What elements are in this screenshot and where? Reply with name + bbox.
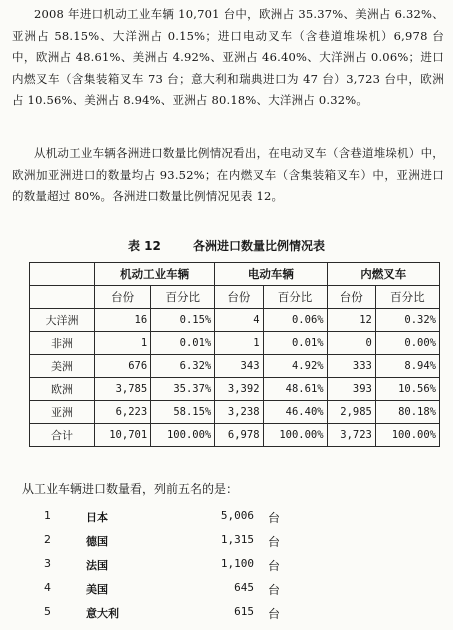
value-cell: 333 — [327, 355, 375, 378]
group-header-row — [30, 263, 440, 286]
region-cell: 亚洲 — [30, 401, 95, 424]
table-row — [30, 424, 440, 447]
value-cell: 0.32% — [375, 309, 439, 332]
country-name: 德国 — [86, 535, 108, 548]
column-header: 百分比 — [375, 286, 439, 309]
value-cell: 48.61% — [263, 378, 327, 401]
column-header: 台份 — [215, 286, 263, 309]
unit-label: 台 — [268, 559, 281, 573]
table-row — [30, 401, 440, 424]
country-name: 美国 — [86, 583, 108, 596]
country-name: 法国 — [86, 559, 108, 572]
value-cell: 6,978 — [215, 424, 263, 447]
value-cell: 100.00% — [151, 424, 215, 447]
list-item — [38, 579, 318, 599]
table-caption — [0, 237, 453, 254]
import-count: 1,100 — [220, 557, 254, 570]
corner-cell — [30, 263, 95, 286]
table-number: 表 12 — [127, 239, 161, 253]
country-name: 日本 — [86, 511, 108, 524]
value-cell: 10,701 — [95, 424, 151, 447]
table-row — [30, 355, 440, 378]
list-item — [38, 555, 318, 575]
group-header: 电动车辆 — [215, 263, 327, 286]
value-cell: 4 — [215, 309, 263, 332]
analysis-paragraph: 从机动工业车辆各洲进口数量比例情况看出，在电动叉车（含巷道堆垛机）中，欧洲加亚洲进口的数量均占 93.52%；在内燃叉车（含集装箱叉车）中，亚洲进口的数量超过 80%。各洲进口数量比例情况见表 12。 — [12, 146, 444, 203]
region-cell: 欧洲 — [30, 378, 95, 401]
rank-number: 5 — [44, 605, 51, 618]
value-cell: 393 — [327, 378, 375, 401]
value-cell: 46.40% — [263, 401, 327, 424]
value-cell: 6,223 — [95, 401, 151, 424]
value-cell: 58.15% — [151, 401, 215, 424]
value-cell: 100.00% — [375, 424, 439, 447]
value-cell: 0.06% — [263, 309, 327, 332]
value-cell: 0.15% — [151, 309, 215, 332]
value-cell: 4.92% — [263, 355, 327, 378]
value-cell: 10.56% — [375, 378, 439, 401]
import-count: 5,006 — [220, 509, 254, 522]
unit-label: 台 — [268, 535, 281, 549]
value-cell: 35.37% — [151, 378, 215, 401]
region-cell: 非洲 — [30, 332, 95, 355]
value-cell: 0 — [327, 332, 375, 355]
column-header: 百分比 — [263, 286, 327, 309]
value-cell: 676 — [95, 355, 151, 378]
country-name: 意大利 — [86, 607, 119, 620]
ranking-heading: 从工业车辆进口数量看，列前五名的是： — [22, 482, 239, 496]
column-header: 台份 — [327, 286, 375, 309]
table-row — [30, 378, 440, 401]
region-cell: 大洋洲 — [30, 309, 95, 332]
value-cell: 3,238 — [215, 401, 263, 424]
list-item — [38, 507, 318, 527]
import-ratio-table — [29, 262, 440, 447]
value-cell: 343 — [215, 355, 263, 378]
group-header: 机动工业车辆 — [95, 263, 215, 286]
intro-paragraph: 2008 年进口机动工业车辆 10,701 台中，欧洲占 35.37%、美洲占 6.32%、亚洲占 58.15%、大洋洲占 0.15%；进口电动叉车（含巷道堆垛机）6,978 台中，欧洲占 48.61%、美洲占 4.92%、亚洲占 46.40%、大洋洲占 0.06%；进口内燃叉车（含集装箱叉车 73 台；意大利和瑞典进口为 47 台）3,723 台中，欧洲占 10.56%、美洲占 8.94%、亚洲占 80.18%、大洋洲占 0.32%。 — [12, 7, 444, 107]
value-cell: 0.00% — [375, 332, 439, 355]
value-cell: 0.01% — [151, 332, 215, 355]
unit-label: 台 — [268, 583, 281, 597]
value-cell: 100.00% — [263, 424, 327, 447]
table-row — [30, 332, 440, 355]
value-cell: 0.01% — [263, 332, 327, 355]
rank-number: 4 — [44, 581, 51, 594]
value-cell: 12 — [327, 309, 375, 332]
column-header: 百分比 — [151, 286, 215, 309]
region-cell: 合计 — [30, 424, 95, 447]
value-cell: 3,392 — [215, 378, 263, 401]
value-cell: 8.94% — [375, 355, 439, 378]
value-cell: 3,723 — [327, 424, 375, 447]
table-title: 各洲进口数量比例情况表 — [193, 239, 326, 253]
import-count: 615 — [234, 605, 254, 618]
value-cell: 3,785 — [95, 378, 151, 401]
table-row — [30, 309, 440, 332]
value-cell: 16 — [95, 309, 151, 332]
group-header: 内燃叉车 — [327, 263, 439, 286]
sub-header-row — [30, 286, 440, 309]
value-cell: 1 — [95, 332, 151, 355]
value-cell: 80.18% — [375, 401, 439, 424]
rank-number: 1 — [44, 509, 51, 522]
column-header: 台份 — [95, 286, 151, 309]
value-cell: 1 — [215, 332, 263, 355]
value-cell: 2,985 — [327, 401, 375, 424]
unit-label: 台 — [268, 607, 281, 621]
list-item — [38, 603, 318, 623]
import-count: 1,315 — [220, 533, 254, 546]
list-item — [38, 531, 318, 551]
rank-number: 3 — [44, 557, 51, 570]
value-cell: 6.32% — [151, 355, 215, 378]
region-cell: 美洲 — [30, 355, 95, 378]
corner-cell — [30, 286, 95, 309]
unit-label: 台 — [268, 511, 281, 525]
import-count: 645 — [234, 581, 254, 594]
rank-number: 2 — [44, 533, 51, 546]
